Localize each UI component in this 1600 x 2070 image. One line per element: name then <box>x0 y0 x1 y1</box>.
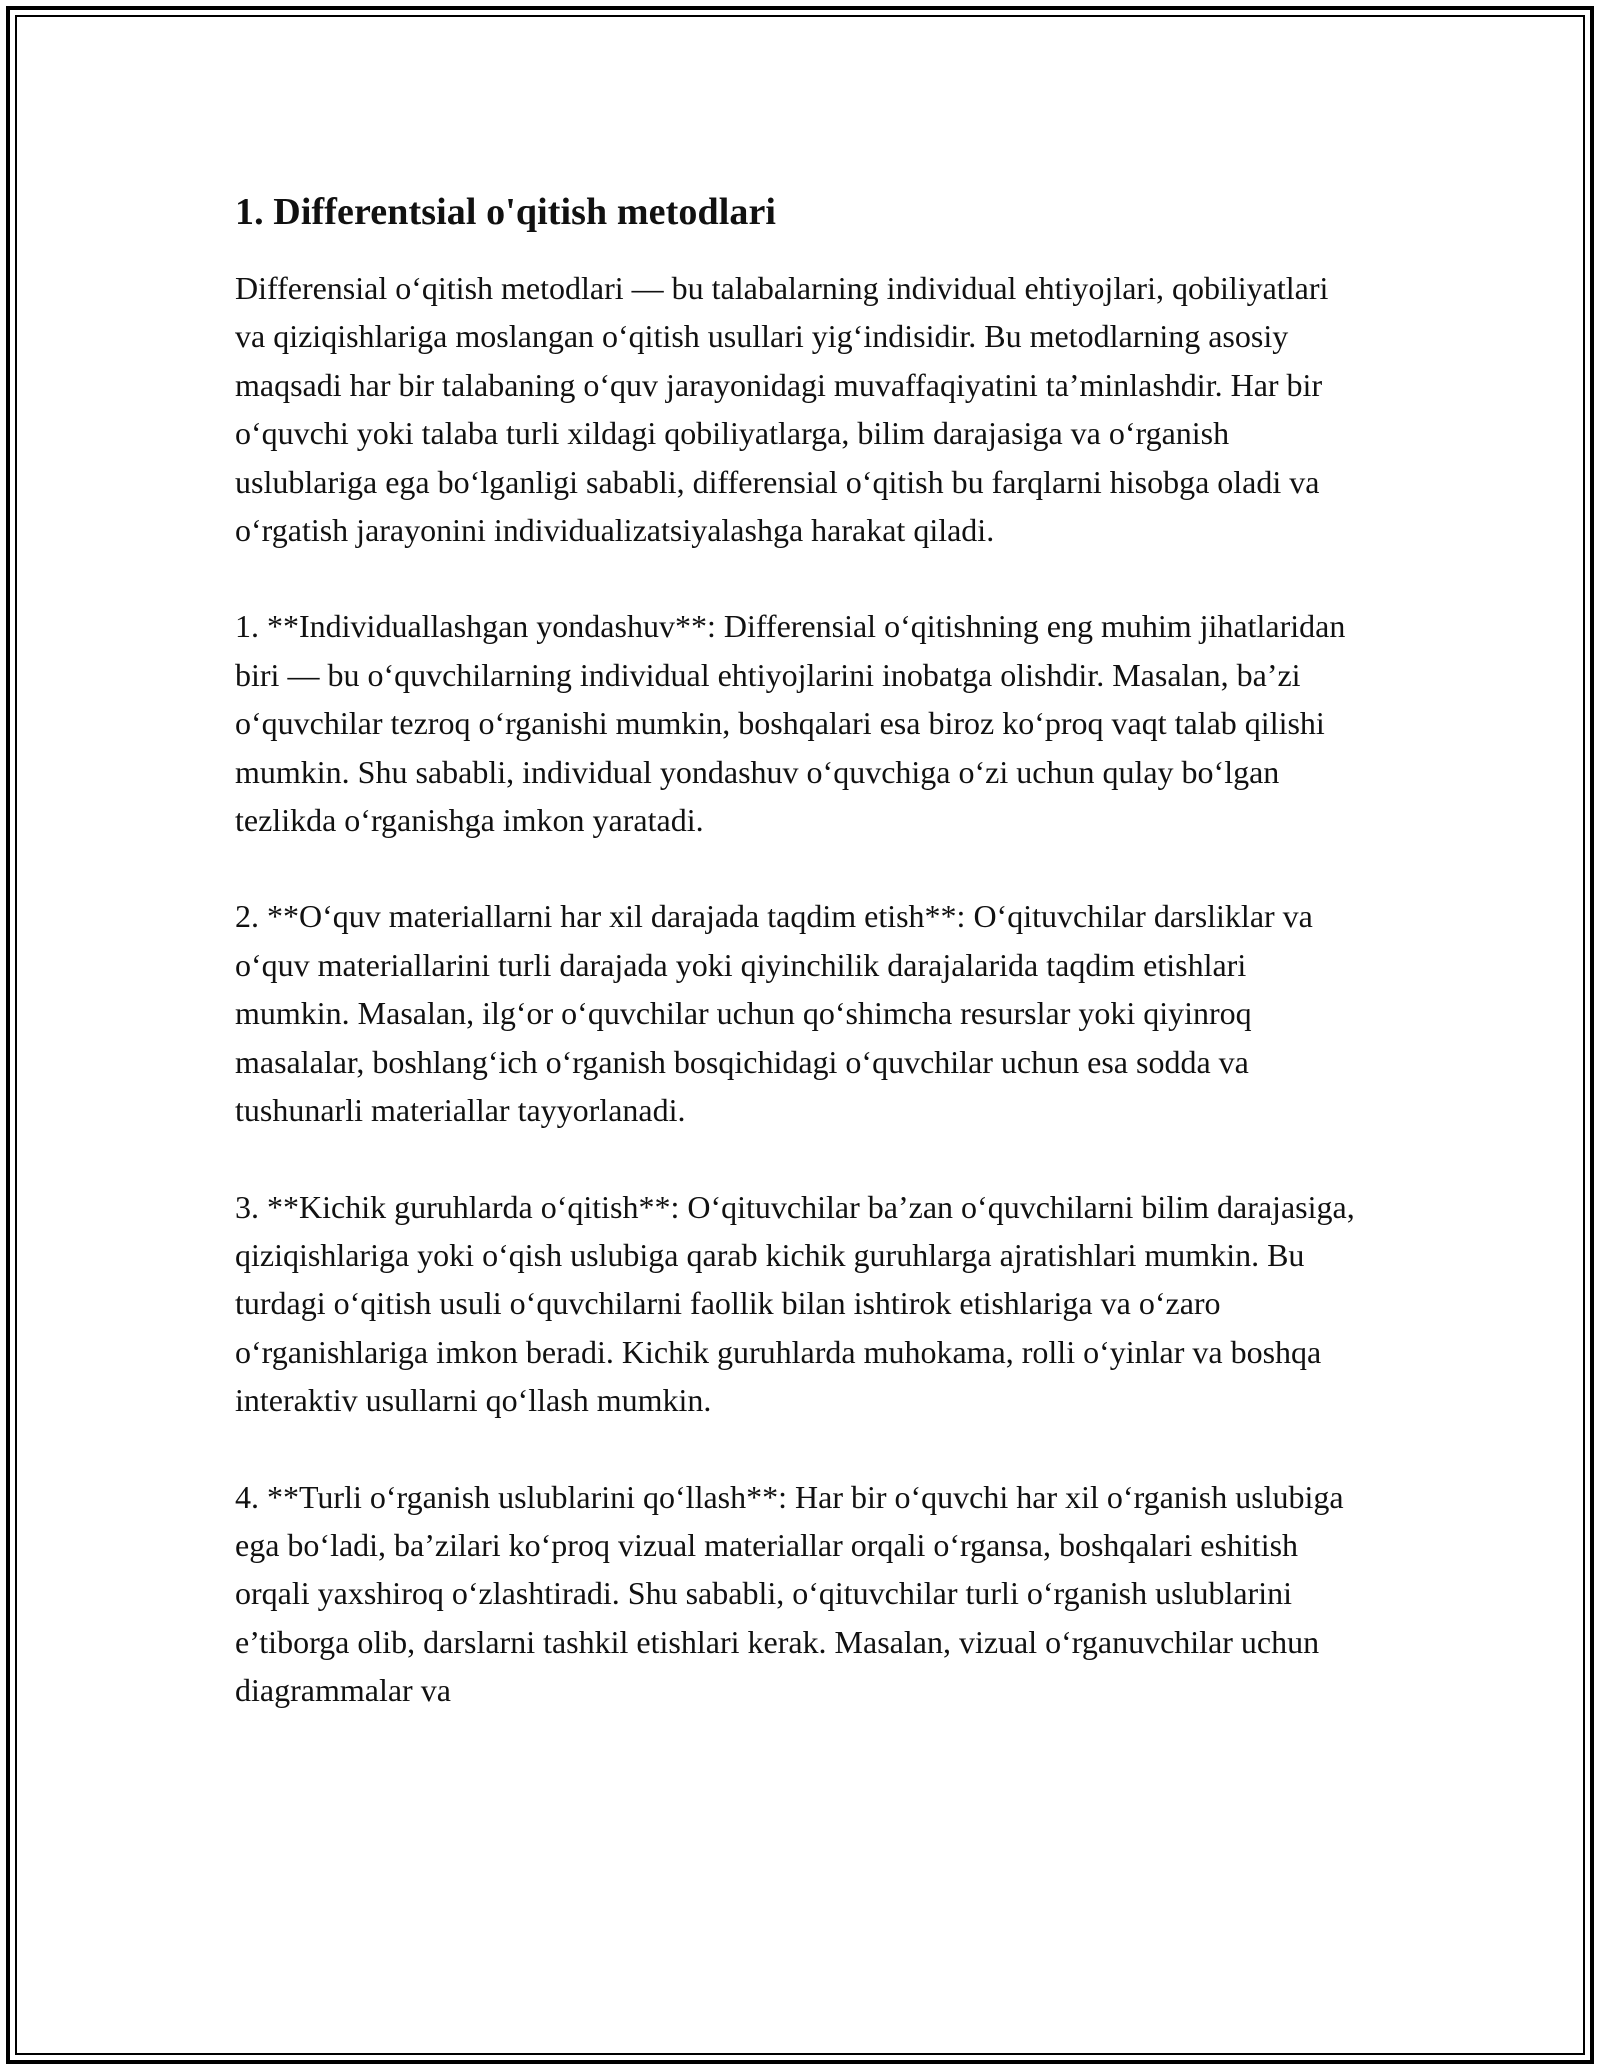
list-item-small-groups: 3. **Kichik guruhlarda o‘qitish**: O‘qituvchilar ba’zan o‘quvchilarni bilim darajasiga, qiziqishlariga yoki o‘qish uslubiga qarab kichik guruhlarga ajratishlari mumkin. Bu turdagi o‘qitish usuli o‘quvchilarni faollik bilan ishtirok etishlariga va o‘zaro o‘rganishlariga imkon beradi. Kichik guruhlarda muhokama, rolli o‘yinlar va boshqa interaktiv usullarni qo‘llash mumkin. <box>235 1188 1355 1419</box>
list-item-materials-levels: 2. **O‘quv materiallarni har xil darajada taqdim etish**: O‘qituvchilar darsliklar va o‘quv materiallarini turli darajada yoki qiyinchilik darajalarida taqdim etishlari mumkin. Masalan, ilg‘or o‘quvchilar uchun qo‘shimcha resurslar yoki qiyinroq masalalar, boshlang‘ich o‘rganish bosqichidagi o‘quvchilar uchun esa sodda va tushunarli materiallar tayyorlanadi. <box>235 898 1313 1129</box>
intro-paragraph: Differensial o‘qitish metodlari — bu talabalarning individual ehtiyojlari, qobiliyatlari va qiziqishlariga moslangan o‘qitish usullari yig‘indisidir. Bu metodlarning asosiy maqsadi har bir talabaning o‘quv jarayonidagi muvaffaqiyatini ta’minlashdir. Har bir o‘quvchi yoki talaba turli xildagi qobiliyatlarga, bilim darajasiga va o‘rganish uslublariga ega bo‘lganligi sababli, differensial o‘qitish bu farqlarni hisobga oladi va o‘rgatish jarayonini individualizatsiyalashga harakat qiladi. <box>235 270 1329 549</box>
section-heading: 1. Differentsial o'qitish metodlari <box>235 191 777 233</box>
list-item-learning-styles: 4. **Turli o‘rganish uslublarini qo‘llash**: Har bir o‘quvchi har xil o‘rganish uslubiga ega bo‘ladi, ba’zilari ko‘proq vizual materiallar orqali o‘rgansa, boshqalari eshitish orqali yaxshiroq o‘zlashtiradi. Shu sababli, o‘qituvchilar turli o‘rganish uslublarini e’tiborga olib, darslarni tashkil etishlari kerak. Masalan, vizual o‘rganuvchilar uchun diagrammalar va <box>235 1478 1344 1709</box>
document-body <box>235 190 1365 1715</box>
list-item-individual-approach: 1. **Individuallashgan yondashuv**: Differensial o‘qitishning eng muhim jihatlaridan biri — bu o‘quvchilarning individual ehtiyojlarini inobatga olishdir. Masalan, ba’zi o‘quvchilar tezroq o‘rganishi mumkin, boshqalari esa biroz ko‘proq vaqt talab qilishi mumkin. Shu sababli, individual yondashuv o‘quvchiga o‘zi uchun qulay bo‘lgan tezlikda o‘rganishga imkon yaratadi. <box>235 608 1346 839</box>
